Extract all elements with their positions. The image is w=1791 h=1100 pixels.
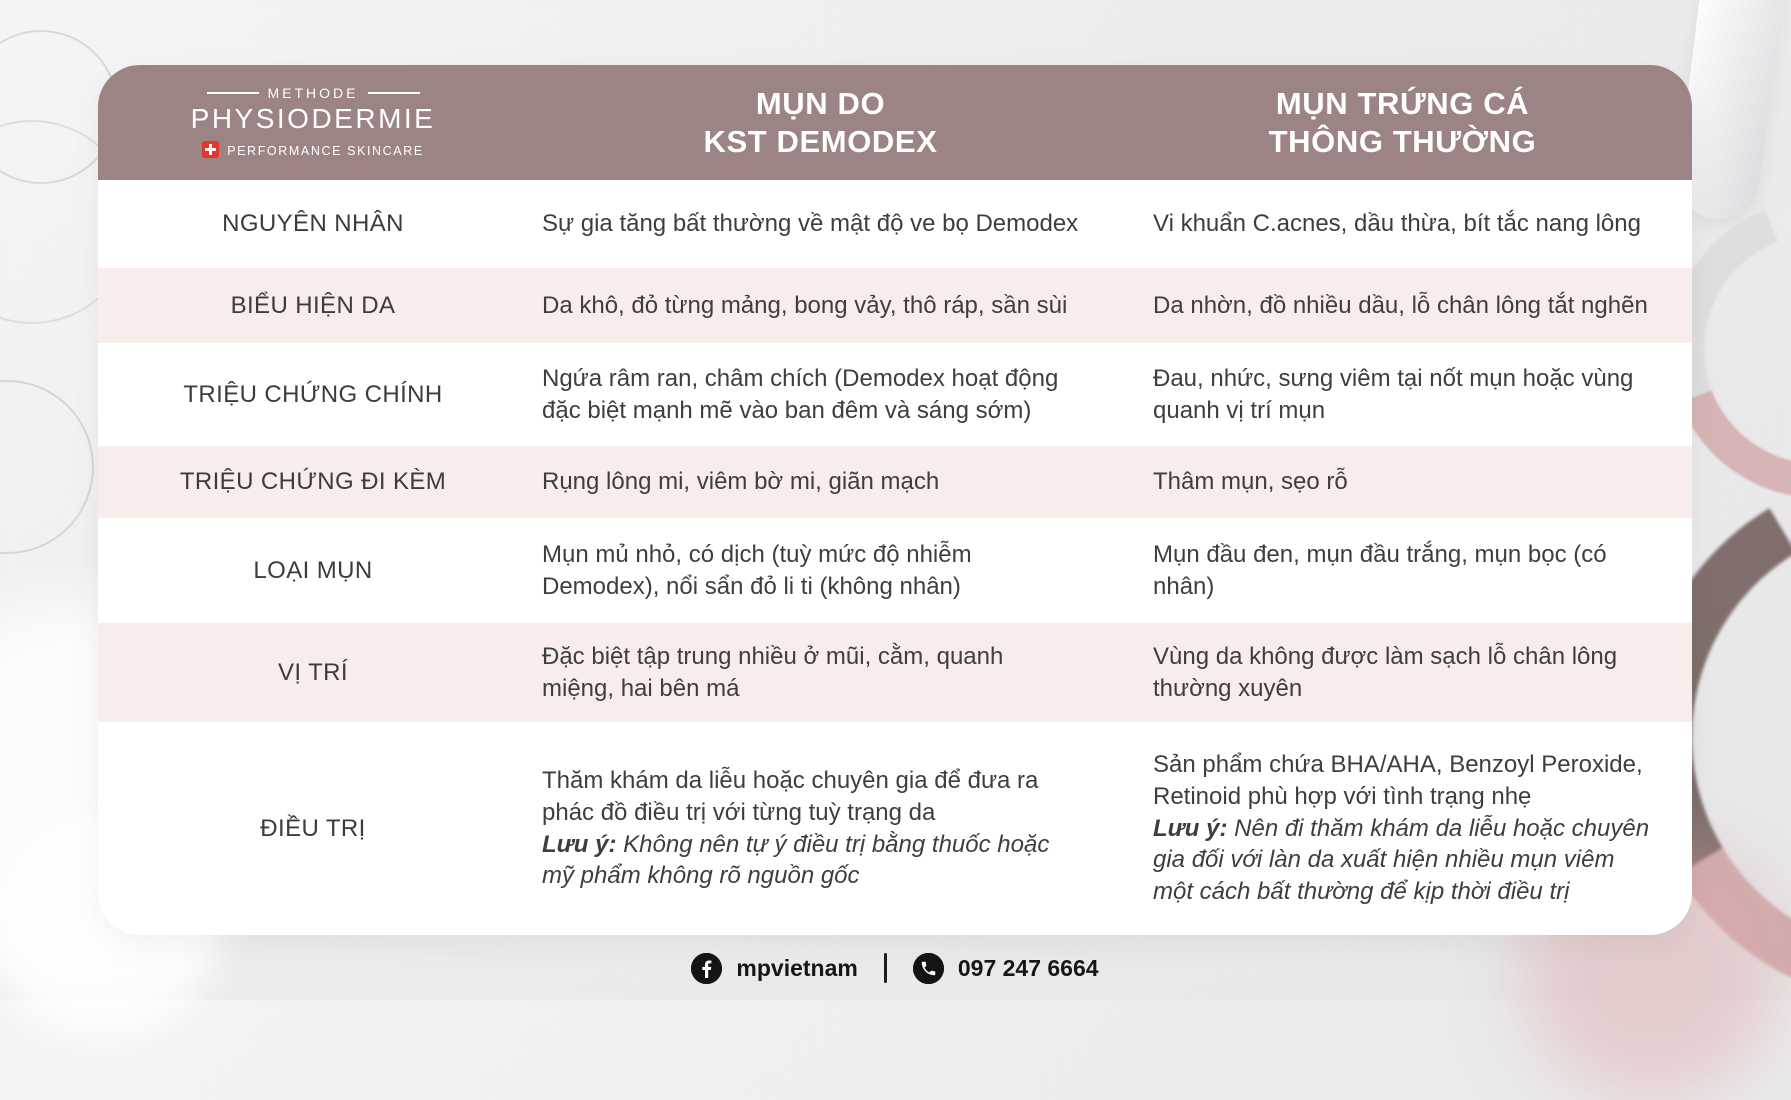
cell-common: Mụn đầu đen, mụn đầu trắng, mụn bọc (có nhân)	[1153, 540, 1607, 600]
swiss-cross-icon	[202, 141, 219, 161]
phone-icon[interactable]	[913, 953, 944, 984]
facebook-handle[interactable]: mpvietnam	[736, 954, 858, 981]
cell-common: Thâm mụn, sẹo rỗ	[1153, 468, 1348, 496]
brand-tagline	[202, 141, 424, 161]
brand-tagline-label: PERFORMANCE SKINCARE	[227, 143, 424, 158]
cell-demodex	[528, 765, 1113, 893]
table-row-trieu-chung-di-kem	[98, 446, 1692, 518]
treatment-text: Sản phẩm chứa BHA/AHA, Benzoyl Peroxide, Retinoid phù hợp với tình trạng nhẹ	[1153, 750, 1643, 810]
logo-rule-left	[207, 92, 259, 94]
row-label: BIỂU HIỆN DA	[230, 291, 396, 319]
table-header	[98, 65, 1692, 180]
table-row-bieu-hien-da	[98, 268, 1692, 343]
cell-common	[1113, 749, 1692, 909]
row-label: TRIỆU CHỨNG CHÍNH	[183, 380, 443, 408]
column-title-demodex-line1: MỤN DO	[755, 85, 886, 121]
facebook-icon[interactable]	[691, 953, 722, 984]
table-row-trieu-chung-chinh	[98, 343, 1692, 446]
column-title-common-line2: THÔNG THƯỜNG	[1268, 123, 1537, 159]
row-label: TRIỆU CHỨNG ĐI KÈM	[179, 468, 447, 495]
decor-ring-left-middle	[0, 380, 94, 554]
cell-common: Vi khuẩn C.acnes, dầu thừa, bít tắc nang lông	[1153, 210, 1641, 238]
brand-logo	[98, 85, 528, 161]
note-label: Lưu ý:	[542, 830, 617, 858]
table-row-dieu-tri	[98, 722, 1692, 935]
table-row-loai-mun	[98, 518, 1692, 623]
column-title-demodex-line2: KST DEMODEX	[703, 123, 938, 159]
note-text: Không nên tự ý điều trị bằng thuốc hoặc mỹ phẩm không rõ nguồn gốc	[542, 830, 1050, 890]
brand-methode	[207, 85, 420, 101]
treatment-text: Thăm khám da liễu hoặc chuyên gia để đưa ra phác đồ điều trị với từng tuỳ trạng da	[542, 766, 1039, 826]
column-title-demodex	[528, 85, 1113, 161]
cell-demodex: Rụng lông mi, viêm bờ mi, giãn mạch	[542, 468, 940, 496]
row-label: VỊ TRÍ	[278, 658, 348, 686]
table-row-nguyen-nhan	[98, 180, 1692, 268]
phone-number[interactable]: 097 247 6664	[957, 954, 1099, 981]
row-label: LOẠI MỤN	[253, 556, 373, 584]
row-label: NGUYÊN NHÂN	[222, 210, 404, 237]
footer	[98, 946, 1692, 990]
row-label: ĐIỀU TRỊ	[260, 814, 366, 842]
note-text: Nên đi thăm khám da liễu hoặc chuyên gia đối với làn da xuất hiện nhiều mụn viêm một cách bất thường để kịp thời điều trị	[1153, 814, 1650, 906]
cell-common: Vùng da không được làm sạch lỗ chân lông thường xuyên	[1153, 642, 1618, 702]
footer-separator	[884, 953, 887, 983]
cell-common: Đau, nhức, sưng viêm tại nốt mụn hoặc vùng quanh vị trí mụn	[1153, 364, 1634, 424]
note-label: Lưu ý:	[1153, 814, 1228, 842]
cell-demodex: Da khô, đỏ từng mảng, bong vảy, thô ráp, sần sùi	[542, 291, 1068, 319]
logo-rule-right	[368, 92, 420, 94]
treatment-note	[1153, 813, 1658, 909]
column-title-common-line1: MỤN TRỨNG CÁ	[1275, 85, 1530, 121]
cell-demodex: Mụn mủ nhỏ, có dịch (tuỳ mức độ nhiễm Demodex), nổi sẩn đỏ li ti (không nhân)	[542, 540, 972, 600]
brand-methode-label: METHODE	[267, 84, 359, 101]
cell-demodex: Sự gia tăng bất thường về mật độ ve bọ Demodex	[542, 210, 1079, 238]
table-row-vi-tri	[98, 623, 1692, 722]
comparison-card	[98, 65, 1692, 935]
cell-common: Da nhờn, đồ nhiều dầu, lỗ chân lông tắt nghẽn	[1153, 291, 1648, 319]
column-title-common	[1113, 85, 1692, 161]
brand-name: PHYSIODERMIE	[190, 102, 436, 134]
cell-demodex: Đặc biệt tập trung nhiều ở mũi, cằm, quanh miệng, hai bên má	[542, 642, 1004, 702]
cell-demodex: Ngứa râm ran, châm chích (Demodex hoạt động đặc biệt mạnh mẽ vào ban đêm và sáng sớm)	[542, 364, 1059, 424]
treatment-note	[542, 829, 1079, 893]
